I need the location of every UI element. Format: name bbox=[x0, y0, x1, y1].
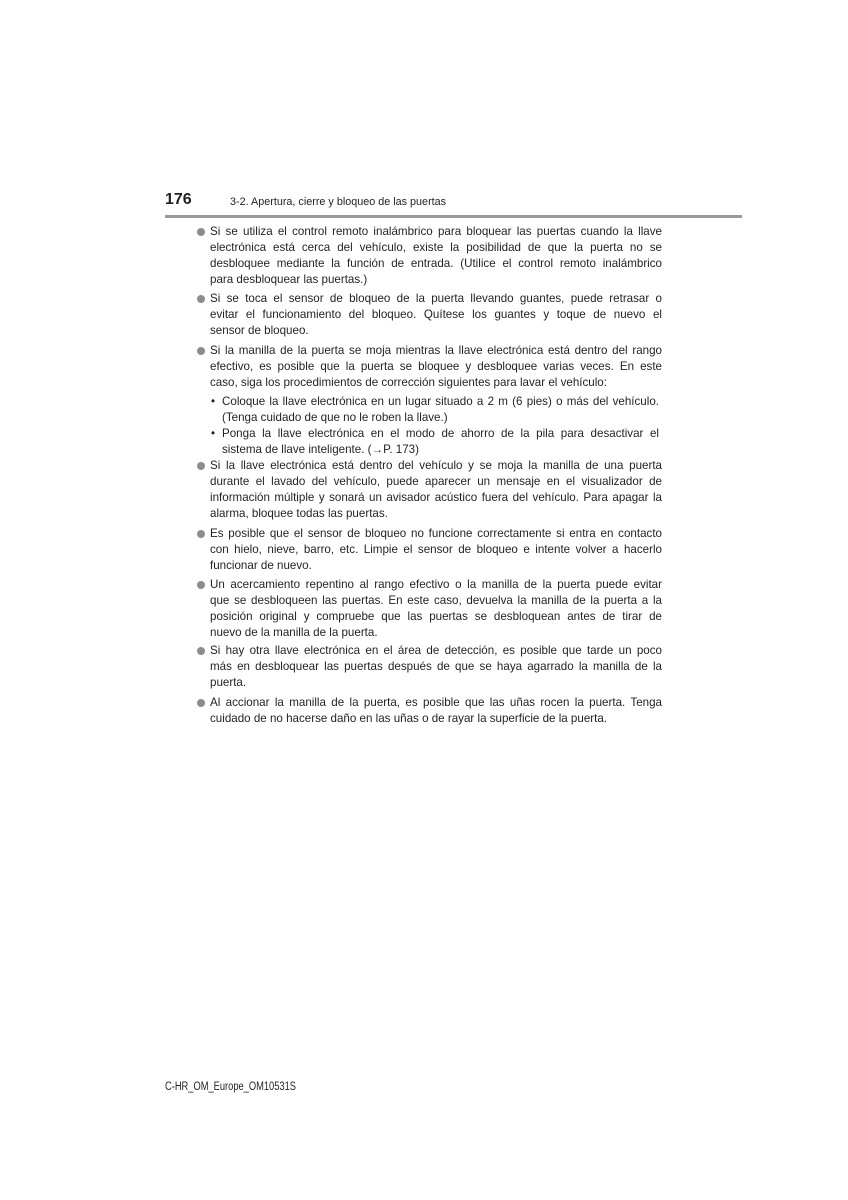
bullet-circle-icon bbox=[197, 462, 205, 470]
text-line: Si la llave electrónica está dentro del vehículo y se moja la manilla de una puerta bbox=[210, 459, 662, 472]
sub-bullet-marker: • bbox=[210, 427, 216, 440]
text-line: Si la manilla de la puerta se moja mientras la llave electrónica está dentro del rango bbox=[210, 344, 662, 357]
sub-bullet-marker: • bbox=[210, 395, 216, 408]
note-item bbox=[210, 526, 662, 574]
text-line: (Tenga cuidado de que no le roben la llave.) bbox=[222, 411, 448, 424]
note-item bbox=[210, 458, 662, 522]
sub-item bbox=[210, 426, 659, 458]
text-line: funcionar de nuevo. bbox=[210, 559, 312, 572]
text-line: Coloque la llave electrónica en un lugar situado a 2 m (6 pies) o más del vehículo. bbox=[222, 395, 659, 408]
section-title: 3-2. Apertura, cierre y bloqueo de las puertas bbox=[230, 196, 447, 208]
text-line: con hielo, nieve, barro, etc. Limpie el sensor de bloqueo e intente volver a hacerlo bbox=[210, 543, 662, 556]
text-line: evitar el funcionamiento del bloqueo. Quítese los guantes y toque de nuevo el bbox=[210, 308, 662, 321]
note-item bbox=[210, 695, 662, 727]
text-line: que se desbloqueen las puertas. En este caso, devuelva la manilla de la puerta a la bbox=[210, 594, 662, 607]
text-line: Ponga la llave electrónica en el modo de ahorro de la pila para desactivar el bbox=[222, 427, 659, 440]
text-line: alarma, bloquee todas las puertas. bbox=[210, 507, 388, 520]
note-item bbox=[210, 577, 662, 641]
note-item bbox=[210, 343, 662, 391]
bullet-circle-icon bbox=[197, 347, 205, 355]
text-line: Si se utiliza el control remoto inalámbrico para bloquear las puertas cuando la llave bbox=[210, 225, 662, 238]
text-line: más en desbloquear las puertas después de que se haya agarrado la manilla de la bbox=[210, 660, 662, 673]
note-item bbox=[210, 224, 662, 288]
text-line: cuidado de no hacerse daño en las uñas o de rayar la superficie de la puerta. bbox=[210, 712, 608, 725]
bullet-circle-icon bbox=[197, 699, 205, 707]
text-line: efectivo, es posible que la puerta se bloquee y desbloquee varias veces. En este bbox=[210, 360, 662, 373]
text-line: nuevo de la manilla de la puerta. bbox=[210, 626, 378, 639]
text-line: información múltiple y sonará un avisador acústico fuera del vehículo. Para apagar la bbox=[210, 491, 662, 504]
bullet-circle-icon bbox=[197, 228, 205, 236]
text-line: Si hay otra llave electrónica en el área de detección, es posible que tarde un poco bbox=[210, 644, 662, 657]
text-line: Es posible que el sensor de bloqueo no funcione correctamente si entra en contacto bbox=[210, 527, 662, 540]
note-item bbox=[210, 291, 662, 339]
text-line: Un acercamiento repentino al rango efectivo o la manilla de la puerta puede evitar bbox=[210, 578, 662, 591]
header-rule bbox=[165, 215, 742, 218]
note-item bbox=[210, 643, 662, 691]
text-line: posición original y compruebe que las puertas se desbloquean antes de tirar de bbox=[210, 610, 662, 623]
text-line: sensor de bloqueo. bbox=[210, 324, 309, 337]
bullet-circle-icon bbox=[197, 295, 205, 303]
document-code: C-HR_OM_Europe_OM10531S bbox=[165, 1081, 296, 1093]
text-line: Al accionar la manilla de la puerta, es posible que las uñas rocen la puerta. Tenga bbox=[210, 696, 662, 709]
text-line: electrónica está cerca del vehículo, existe la posibilidad de que la puerta no se bbox=[210, 241, 662, 254]
text-line: caso, siga los procedimientos de corrección siguientes para lavar el vehículo: bbox=[210, 376, 607, 389]
page-number: 176 bbox=[165, 191, 192, 208]
text-line: sistema de llave inteligente. (→P. 173) bbox=[222, 443, 419, 456]
bullet-circle-icon bbox=[197, 530, 205, 538]
text-line: para desbloquear las puertas.) bbox=[210, 273, 368, 286]
text-line: desbloquee mediante la función de entrada. (Utilice el control remoto inalámbrico bbox=[210, 257, 662, 270]
bullet-circle-icon bbox=[197, 581, 205, 589]
text-line: Si se toca el sensor de bloqueo de la puerta llevando guantes, puede retrasar o bbox=[210, 292, 662, 305]
sub-item bbox=[210, 394, 659, 426]
bullet-circle-icon bbox=[197, 647, 205, 655]
text-line: puerta. bbox=[210, 676, 247, 689]
text-line: durante el lavado del vehículo, puede aparecer un mensaje en el visualizador de bbox=[210, 475, 662, 488]
